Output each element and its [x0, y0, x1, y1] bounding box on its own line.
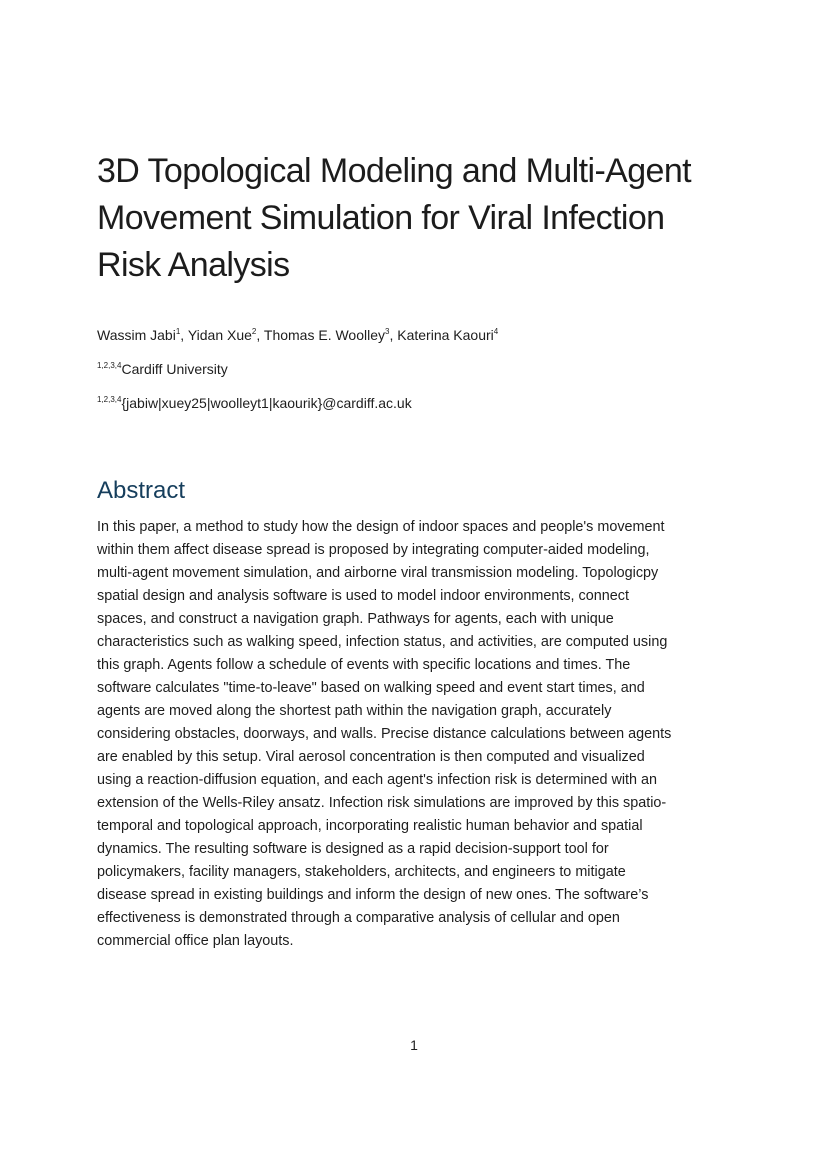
- page-number: 1: [410, 1037, 418, 1053]
- abstract-line: commercial office plan layouts.: [97, 933, 294, 949]
- abstract-line: spatial design and analysis software is used to model indoor environments, connect: [97, 588, 629, 604]
- affiliation-mark: 1,2,3,4: [97, 361, 122, 370]
- author-name: Wassim Jabi: [97, 327, 176, 343]
- abstract-line: this graph. Agents follow a schedule of events with specific locations and times. The: [97, 657, 631, 673]
- author-separator: ,: [389, 327, 398, 343]
- abstract-line: software calculates "time-to-leave" based on walking speed and event start times, and: [97, 680, 645, 696]
- abstract-line: agents are moved along the shortest path within the navigation graph, accurately: [97, 703, 612, 719]
- abstract-line: spaces, and construct a navigation graph. Pathways for agents, each with unique: [97, 611, 614, 627]
- abstract-line: within them affect disease spread is proposed by integrating computer-aided modeling,: [97, 542, 650, 558]
- abstract-line: extension of the Wells-Riley ansatz. Infection risk simulations are improved by this spatio-: [97, 795, 667, 811]
- affiliation: [97, 360, 228, 378]
- author-emails: [97, 394, 412, 412]
- abstract-line: using a reaction-diffusion equation, and each agent's infection risk is determined with an: [97, 772, 658, 788]
- abstract-line: are enabled by this setup. Viral aerosol concentration is then computed and visualized: [97, 749, 645, 765]
- author-list: [97, 326, 498, 344]
- author-affiliation-mark: 4: [493, 327, 499, 336]
- abstract-line: In this paper, a method to study how the design of indoor spaces and people's movement: [97, 519, 665, 535]
- abstract-line: policymakers, facility managers, stakeholders, architects, and engineers to mitigate: [97, 864, 626, 880]
- email-mark: 1,2,3,4: [97, 395, 122, 404]
- abstract-heading: Abstract: [97, 477, 186, 504]
- abstract-line: multi-agent movement simulation, and airborne viral transmission modeling. Topologicpy: [97, 565, 659, 581]
- author-separator: ,: [180, 327, 188, 343]
- abstract-line: disease spread in existing buildings and inform the design of new ones. The software’s: [97, 887, 649, 903]
- paper-title: [97, 148, 737, 289]
- abstract-line: characteristics such as walking speed, infection status, and activities, are computed using: [97, 634, 668, 650]
- affiliation-text: Cardiff University: [121, 361, 228, 377]
- abstract-line: temporal and topological approach, incorporating realistic human behavior and spatial: [97, 818, 643, 834]
- abstract-line: dynamics. The resulting software is designed as a rapid decision-support tool for: [97, 841, 609, 857]
- abstract-line: considering obstacles, doorways, and walls. Precise distance calculations between agents: [97, 726, 672, 742]
- author-affiliation-mark: 1: [175, 327, 181, 336]
- title-line: 3D Topological Modeling and Multi-Agent: [97, 152, 692, 190]
- abstract-body: [97, 516, 747, 953]
- author-affiliation-mark: 2: [251, 327, 257, 336]
- author-name: Katerina Kaouri: [397, 327, 494, 343]
- email-text: {jabiw|xuey25|woolleyt1|kaourik}@cardiff.ac.uk: [121, 395, 412, 411]
- title-line: Risk Analysis: [97, 246, 290, 284]
- title-line: Movement Simulation for Viral Infection: [97, 199, 665, 237]
- author-separator: ,: [256, 327, 264, 343]
- author-name: Yidan Xue: [187, 327, 252, 343]
- abstract-line: effectiveness is demonstrated through a comparative analysis of cellular and open: [97, 910, 620, 926]
- author-name: Thomas E. Woolley: [263, 327, 386, 343]
- author-affiliation-mark: 3: [385, 327, 390, 336]
